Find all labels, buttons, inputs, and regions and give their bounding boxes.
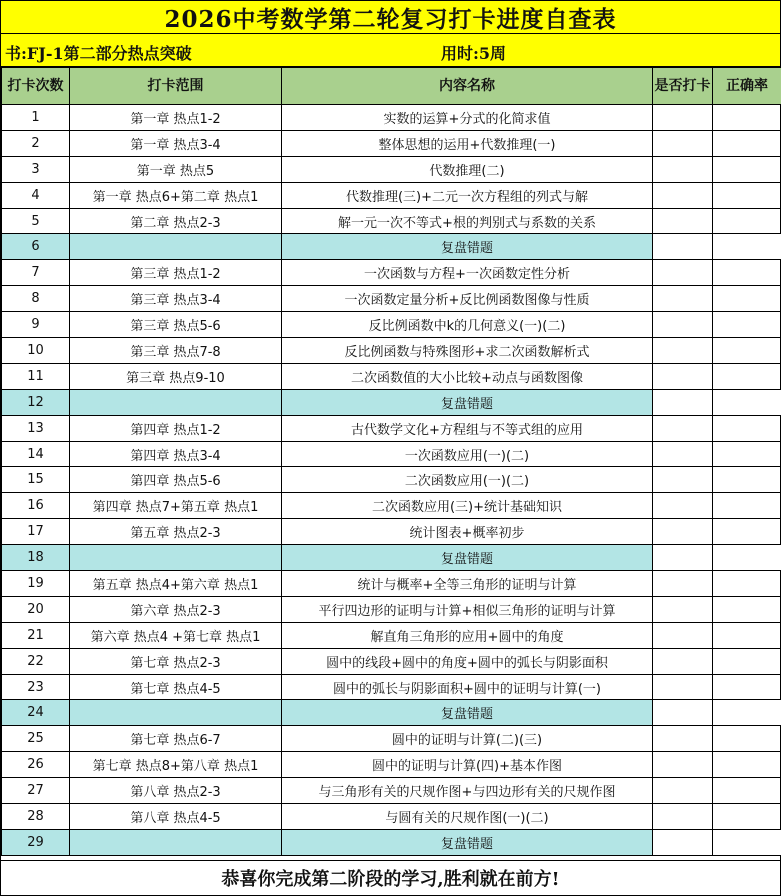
header-checkin-range: 打卡范围 (70, 68, 282, 105)
row-range: 第七章 热点8+第八章 热点1 (70, 752, 282, 778)
row-number: 5 (2, 208, 70, 234)
accuracy-cell[interactable] (713, 700, 781, 726)
footer-message: 恭喜你完成第二阶段的学习,胜利就在前方! (1, 860, 780, 896)
review-row (2, 700, 781, 726)
row-content: 反比例函数中k的几何意义(一)(二) (282, 312, 653, 338)
accuracy-cell[interactable] (713, 571, 781, 597)
row-content: 代数推理(二) (282, 156, 653, 182)
checkin-cell[interactable] (653, 105, 713, 131)
book-label: 书:FJ-1第二部分热点突破 (5, 44, 192, 63)
row-content: 复盘错题 (282, 389, 653, 415)
checkin-cell[interactable] (653, 182, 713, 208)
accuracy-cell[interactable] (713, 545, 781, 571)
row-range (70, 829, 282, 855)
row-number: 14 (2, 441, 70, 467)
row-content: 一次函数定量分析+反比例函数图像与性质 (282, 286, 653, 312)
row-range: 第一章 热点6+第二章 热点1 (70, 182, 282, 208)
row-number: 28 (2, 804, 70, 830)
row-range: 第七章 热点2-3 (70, 648, 282, 674)
row-number: 15 (2, 467, 70, 493)
row-content: 二次函数值的大小比较+动点与函数图像 (282, 363, 653, 389)
review-row (2, 829, 781, 855)
checkin-cell[interactable] (653, 752, 713, 778)
table-row (2, 415, 781, 441)
row-number: 12 (2, 389, 70, 415)
checkin-cell[interactable] (653, 467, 713, 493)
row-content: 解直角三角形的应用+圆中的角度 (282, 622, 653, 648)
row-content: 二次函数应用(一)(二) (282, 467, 653, 493)
row-range (70, 700, 282, 726)
accuracy-cell[interactable] (713, 415, 781, 441)
accuracy-cell[interactable] (713, 389, 781, 415)
progress-table (1, 67, 781, 856)
accuracy-cell[interactable] (713, 493, 781, 519)
row-number: 22 (2, 648, 70, 674)
row-number: 6 (2, 234, 70, 260)
row-range: 第一章 热点5 (70, 156, 282, 182)
review-row (2, 234, 781, 260)
row-content: 二次函数应用(三)+统计基础知识 (282, 493, 653, 519)
accuracy-cell[interactable] (713, 829, 781, 855)
row-content: 圆中的线段+圆中的角度+圆中的弧长与阴影面积 (282, 648, 653, 674)
page-title: 2026中考数学第二轮复习打卡进度自查表 (1, 0, 780, 34)
table-row (2, 312, 781, 338)
row-range: 第四章 热点1-2 (70, 415, 282, 441)
row-number: 20 (2, 596, 70, 622)
row-number: 25 (2, 726, 70, 752)
checkin-cell[interactable] (653, 156, 713, 182)
row-content: 圆中的证明与计算(二)(三) (282, 726, 653, 752)
row-range: 第四章 热点3-4 (70, 441, 282, 467)
accuracy-cell[interactable] (713, 778, 781, 804)
table-row (2, 182, 781, 208)
table-row (2, 752, 781, 778)
row-range: 第一章 热点1-2 (70, 105, 282, 131)
row-range: 第三章 热点5-6 (70, 312, 282, 338)
checkin-cell[interactable] (653, 338, 713, 364)
accuracy-cell[interactable] (713, 804, 781, 830)
accuracy-cell[interactable] (713, 674, 781, 700)
table-row (2, 726, 781, 752)
table-row (2, 648, 781, 674)
row-number: 16 (2, 493, 70, 519)
table-row (2, 804, 781, 830)
header-checked: 是否打卡 (653, 68, 713, 105)
review-row (2, 389, 781, 415)
accuracy-cell[interactable] (713, 441, 781, 467)
checkin-cell[interactable] (653, 260, 713, 286)
checkin-cell[interactable] (653, 208, 713, 234)
checkin-cell[interactable] (653, 804, 713, 830)
row-range (70, 389, 282, 415)
row-range: 第二章 热点2-3 (70, 208, 282, 234)
accuracy-cell[interactable] (713, 648, 781, 674)
table-row (2, 622, 781, 648)
checkin-cell[interactable] (653, 726, 713, 752)
row-content: 一次函数与方程+一次函数定性分析 (282, 260, 653, 286)
row-number: 24 (2, 700, 70, 726)
checkin-cell[interactable] (653, 363, 713, 389)
checkin-cell[interactable] (653, 493, 713, 519)
row-content: 复盘错题 (282, 700, 653, 726)
info-bar (1, 34, 780, 67)
row-number: 10 (2, 338, 70, 364)
row-range: 第一章 热点3-4 (70, 130, 282, 156)
table-row (2, 596, 781, 622)
row-content: 实数的运算+分式的化简求值 (282, 105, 653, 131)
table-row (2, 208, 781, 234)
row-number: 21 (2, 622, 70, 648)
table-row (2, 260, 781, 286)
row-number: 3 (2, 156, 70, 182)
row-number: 9 (2, 312, 70, 338)
row-range: 第七章 热点4-5 (70, 674, 282, 700)
checkin-cell[interactable] (653, 674, 713, 700)
row-content: 统计与概率+全等三角形的证明与计算 (282, 571, 653, 597)
table-row (2, 571, 781, 597)
row-content: 与三角形有关的尺规作图+与四边形有关的尺规作图 (282, 778, 653, 804)
row-number: 4 (2, 182, 70, 208)
accuracy-cell[interactable] (713, 726, 781, 752)
row-number: 7 (2, 260, 70, 286)
duration-label: 用时:5周 (441, 44, 507, 63)
table-header-row (2, 68, 781, 105)
row-range: 第五章 热点4+第六章 热点1 (70, 571, 282, 597)
row-content: 圆中的证明与计算(四)+基本作图 (282, 752, 653, 778)
row-range (70, 234, 282, 260)
row-range: 第六章 热点2-3 (70, 596, 282, 622)
row-number: 27 (2, 778, 70, 804)
row-content: 代数推理(三)+二元一次方程组的列式与解 (282, 182, 653, 208)
checkin-cell[interactable] (653, 519, 713, 545)
review-row (2, 545, 781, 571)
row-number: 17 (2, 519, 70, 545)
table-row (2, 286, 781, 312)
checkin-cell[interactable] (653, 648, 713, 674)
row-content: 一次函数应用(一)(二) (282, 441, 653, 467)
row-content: 复盘错题 (282, 545, 653, 571)
row-range: 第六章 热点4 +第七章 热点1 (70, 622, 282, 648)
row-range: 第四章 热点7+第五章 热点1 (70, 493, 282, 519)
row-number: 11 (2, 363, 70, 389)
row-range: 第三章 热点9-10 (70, 363, 282, 389)
accuracy-cell[interactable] (713, 130, 781, 156)
accuracy-cell[interactable] (713, 105, 781, 131)
checkin-cell[interactable] (653, 415, 713, 441)
table-row (2, 778, 781, 804)
row-number: 29 (2, 829, 70, 855)
checkin-cell[interactable] (653, 286, 713, 312)
checkin-cell[interactable] (653, 441, 713, 467)
table-row (2, 363, 781, 389)
table-row (2, 338, 781, 364)
row-number: 13 (2, 415, 70, 441)
row-range: 第三章 热点3-4 (70, 286, 282, 312)
accuracy-cell[interactable] (713, 519, 781, 545)
accuracy-cell[interactable] (713, 622, 781, 648)
checkin-cell[interactable] (653, 700, 713, 726)
checkin-cell[interactable] (653, 312, 713, 338)
header-accuracy: 正确率 (713, 68, 781, 105)
row-content: 反比例函数与特殊图形+求二次函数解析式 (282, 338, 653, 364)
accuracy-cell[interactable] (713, 752, 781, 778)
row-content: 平行四边形的证明与计算+相似三角形的证明与计算 (282, 596, 653, 622)
accuracy-cell[interactable] (713, 363, 781, 389)
row-range: 第七章 热点6-7 (70, 726, 282, 752)
row-number: 2 (2, 130, 70, 156)
checkin-cell[interactable] (653, 778, 713, 804)
row-content: 圆中的弧长与阴影面积+圆中的证明与计算(一) (282, 674, 653, 700)
row-number: 23 (2, 674, 70, 700)
checkin-cell[interactable] (653, 829, 713, 855)
table-row (2, 130, 781, 156)
row-content: 古代数学文化+方程组与不等式组的应用 (282, 415, 653, 441)
checkin-cell[interactable] (653, 571, 713, 597)
table-row (2, 441, 781, 467)
row-range (70, 545, 282, 571)
row-range: 第八章 热点2-3 (70, 778, 282, 804)
table-row (2, 674, 781, 700)
row-number: 1 (2, 105, 70, 131)
checkin-cell[interactable] (653, 130, 713, 156)
accuracy-cell[interactable] (713, 338, 781, 364)
accuracy-cell[interactable] (713, 260, 781, 286)
table-row (2, 493, 781, 519)
row-range: 第八章 热点4-5 (70, 804, 282, 830)
row-content: 与圆有关的尺规作图(一)(二) (282, 804, 653, 830)
row-number: 19 (2, 571, 70, 597)
header-checkin-count: 打卡次数 (2, 68, 70, 105)
checkin-cell[interactable] (653, 389, 713, 415)
row-number: 8 (2, 286, 70, 312)
row-range: 第三章 热点7-8 (70, 338, 282, 364)
table-row (2, 105, 781, 131)
checkin-cell[interactable] (653, 545, 713, 571)
accuracy-cell[interactable] (713, 182, 781, 208)
header-content-name: 内容名称 (282, 68, 653, 105)
row-content: 整体思想的运用+代数推理(一) (282, 130, 653, 156)
table-row (2, 156, 781, 182)
row-range: 第五章 热点2-3 (70, 519, 282, 545)
accuracy-cell[interactable] (713, 234, 781, 260)
checkin-cell[interactable] (653, 234, 713, 260)
accuracy-cell[interactable] (713, 467, 781, 493)
row-content: 统计图表+概率初步 (282, 519, 653, 545)
accuracy-cell[interactable] (713, 312, 781, 338)
checkin-cell[interactable] (653, 622, 713, 648)
table-row (2, 467, 781, 493)
row-content: 复盘错题 (282, 829, 653, 855)
accuracy-cell[interactable] (713, 208, 781, 234)
row-number: 18 (2, 545, 70, 571)
accuracy-cell[interactable] (713, 156, 781, 182)
row-number: 26 (2, 752, 70, 778)
checkin-cell[interactable] (653, 596, 713, 622)
accuracy-cell[interactable] (713, 286, 781, 312)
row-range: 第三章 热点1-2 (70, 260, 282, 286)
row-content: 解一元一次不等式+根的判别式与系数的关系 (282, 208, 653, 234)
row-content: 复盘错题 (282, 234, 653, 260)
row-range: 第四章 热点5-6 (70, 467, 282, 493)
table-row (2, 519, 781, 545)
accuracy-cell[interactable] (713, 596, 781, 622)
